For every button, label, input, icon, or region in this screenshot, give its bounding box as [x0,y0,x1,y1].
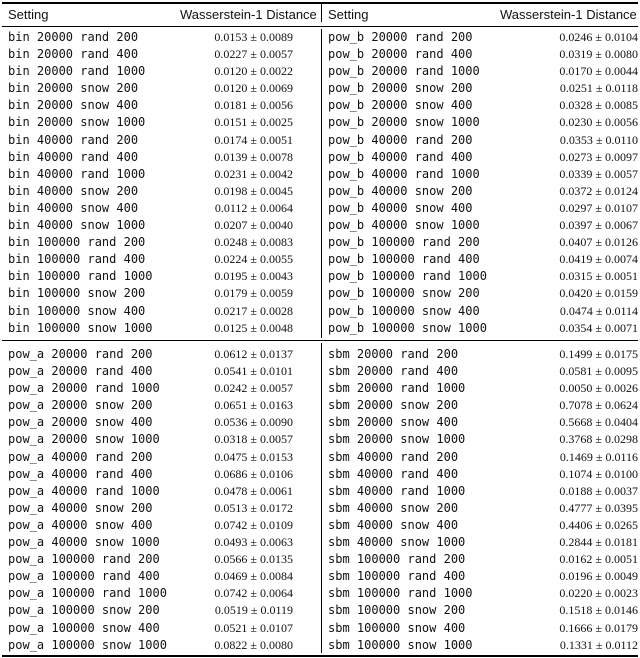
setting-cell: pow_a 40000 snow 200 [8,500,153,515]
table-row [2,183,320,200]
setting-cell: bin 20000 rand 400 [8,47,139,62]
table-row [322,251,640,268]
setting-cell: sbm 40000 rand 200 [328,449,459,464]
table-row [322,637,640,654]
distance-cell: 0.0195 ± 0.0043 [214,269,293,284]
table-row [2,234,320,251]
distance-cell: 0.0541 ± 0.0101 [214,364,293,379]
setting-cell: sbm 20000 rand 1000 [328,381,466,396]
table-row [322,183,640,200]
table-row [322,449,640,466]
distance-cell: 0.0220 ± 0.0023 [559,586,638,601]
setting-cell: pow_b 100000 rand 1000 [328,269,487,284]
setting-cell: pow_b 20000 snow 400 [328,98,473,113]
table-row [2,620,320,637]
table-row [2,114,320,131]
distance-cell: 0.0179 ± 0.0059 [214,286,293,301]
distance-cell: 0.0420 ± 0.0159 [559,286,638,301]
table-row [2,29,320,46]
distance-cell: 0.0050 ± 0.0026 [559,381,638,396]
distance-cell: 0.0242 ± 0.0057 [214,381,293,396]
setting-cell: pow_b 100000 snow 400 [328,303,480,318]
setting-cell: pow_a 100000 snow 400 [8,620,160,635]
table-row [2,200,320,217]
table-row [322,132,640,149]
setting-cell: pow_a 40000 snow 400 [8,517,153,532]
distance-cell: 0.0120 ± 0.0069 [214,81,293,96]
table-row [2,602,320,619]
setting-cell: sbm 40000 rand 1000 [328,483,466,498]
distance-cell: 0.1666 ± 0.0179 [559,620,638,635]
distance-cell: 0.0227 ± 0.0057 [214,47,293,62]
table-row [2,217,320,234]
setting-cell: sbm 100000 snow 1000 [328,637,473,652]
block-separator-rule [2,340,638,341]
block-a-column-divider [321,29,322,338]
distance-cell: 0.0318 ± 0.0057 [214,432,293,447]
block-b-right-column [322,346,640,654]
block-b-left-column [2,346,320,654]
table-row [2,637,320,654]
distance-cell: 0.0251 ± 0.0118 [559,81,638,96]
setting-cell: bin 40000 rand 200 [8,132,139,147]
setting-cell: pow_a 20000 rand 1000 [8,381,160,396]
setting-cell: sbm 20000 rand 400 [328,364,459,379]
table-row [2,166,320,183]
table-row [2,132,320,149]
setting-cell: sbm 100000 rand 200 [328,552,466,567]
header-setting-left: Setting [8,7,49,22]
setting-cell: sbm 100000 snow 400 [328,620,466,635]
distance-cell: 0.4777 ± 0.0395 [559,500,638,515]
setting-cell: pow_b 20000 snow 200 [328,81,473,96]
distance-cell: 0.1469 ± 0.0116 [559,449,638,464]
header-setting-right: Setting [328,7,369,22]
distance-cell: 0.0651 ± 0.0163 [214,398,293,413]
setting-cell: pow_b 40000 rand 200 [328,132,473,147]
distance-cell: 0.0151 ± 0.0025 [214,115,293,130]
setting-cell: pow_a 20000 snow 200 [8,398,153,413]
table-row [2,517,320,534]
distance-cell: 0.4406 ± 0.0265 [559,517,638,532]
setting-cell: pow_a 100000 snow 200 [8,603,160,618]
table-row [322,431,640,448]
setting-cell: bin 40000 rand 1000 [8,166,146,181]
setting-cell: pow_b 40000 rand 1000 [328,166,480,181]
setting-cell: pow_b 20000 rand 400 [328,47,473,62]
distance-cell: 0.0822 ± 0.0080 [214,637,293,652]
setting-cell: pow_b 40000 snow 200 [328,183,473,198]
table-row [322,517,640,534]
setting-cell: bin 20000 rand 1000 [8,64,146,79]
table-row [322,200,640,217]
header-column-divider [321,4,322,22]
distance-cell: 0.0139 ± 0.0078 [214,149,293,164]
table-row [2,534,320,551]
setting-cell: pow_b 20000 snow 1000 [328,115,480,130]
table-row [322,414,640,431]
distance-cell: 0.0319 ± 0.0080 [559,47,638,62]
table-row [322,97,640,114]
distance-cell: 0.0353 ± 0.0110 [559,132,638,147]
table-bottom-rule [2,655,638,657]
table-row [322,483,640,500]
setting-cell: bin 20000 snow 400 [8,98,139,113]
setting-cell: sbm 20000 snow 1000 [328,432,466,447]
distance-cell: 0.0339 ± 0.0057 [559,166,638,181]
setting-cell: pow_b 100000 snow 200 [328,286,480,301]
table-row [322,534,640,551]
setting-cell: sbm 100000 snow 200 [328,603,466,618]
table-row [2,149,320,166]
header-rule [2,26,638,27]
distance-cell: 0.0397 ± 0.0067 [559,218,638,233]
table-row [322,585,640,602]
table-row [322,80,640,97]
setting-cell: sbm 40000 snow 200 [328,500,459,515]
setting-cell: pow_a 100000 rand 1000 [8,586,167,601]
table-row [322,114,640,131]
header-distance-left: Wasserstein-1 Distance [180,7,317,22]
setting-cell: sbm 100000 rand 1000 [328,586,473,601]
distance-cell: 0.0742 ± 0.0064 [214,586,293,601]
distance-cell: 0.0513 ± 0.0172 [214,500,293,515]
block-b-column-divider [321,343,322,653]
distance-cell: 0.0230 ± 0.0056 [559,115,638,130]
table-row [322,268,640,285]
distance-cell: 0.0315 ± 0.0051 [559,269,638,284]
setting-cell: bin 20000 snow 1000 [8,115,146,130]
distance-cell: 0.0742 ± 0.0109 [214,517,293,532]
distance-cell: 0.0273 ± 0.0097 [559,149,638,164]
table-row [322,363,640,380]
distance-cell: 0.0519 ± 0.0119 [214,603,293,618]
setting-cell: bin 40000 snow 200 [8,183,139,198]
distance-cell: 0.5668 ± 0.0404 [559,415,638,430]
table-row [322,29,640,46]
setting-cell: pow_b 100000 rand 400 [328,252,480,267]
setting-cell: bin 100000 snow 200 [8,286,146,301]
distance-cell: 0.0521 ± 0.0107 [214,620,293,635]
distance-cell: 0.0231 ± 0.0042 [214,166,293,181]
table-row [322,568,640,585]
setting-cell: bin 100000 rand 400 [8,252,146,267]
setting-cell: pow_a 100000 snow 1000 [8,637,167,652]
table-row [322,63,640,80]
setting-cell: bin 40000 snow 1000 [8,218,146,233]
block-a-left-column [2,29,320,337]
distance-cell: 0.0581 ± 0.0095 [559,364,638,379]
distance-cell: 0.0181 ± 0.0056 [214,98,293,113]
setting-cell: bin 40000 snow 400 [8,200,139,215]
setting-cell: pow_b 100000 rand 200 [328,235,480,250]
table-row [2,551,320,568]
setting-cell: sbm 20000 snow 200 [328,398,459,413]
distance-cell: 0.0112 ± 0.0064 [214,200,293,215]
setting-cell: bin 40000 rand 400 [8,149,139,164]
distance-cell: 0.0248 ± 0.0083 [214,235,293,250]
table-row [2,303,320,320]
table-row [322,149,640,166]
distance-cell: 0.1074 ± 0.0100 [559,466,638,481]
distance-cell: 0.0493 ± 0.0063 [214,535,293,550]
table-row [322,346,640,363]
table-row [322,320,640,337]
distance-cell: 0.7078 ± 0.0624 [559,398,638,413]
setting-cell: pow_b 20000 rand 1000 [328,64,480,79]
setting-cell: pow_a 100000 rand 200 [8,552,160,567]
distance-cell: 0.2844 ± 0.0181 [559,535,638,550]
distance-cell: 0.0170 ± 0.0044 [559,64,638,79]
setting-cell: pow_a 20000 rand 200 [8,347,153,361]
distance-cell: 0.0407 ± 0.0126 [559,235,638,250]
distance-cell: 0.0246 ± 0.0104 [559,30,638,44]
distance-cell: 0.0475 ± 0.0153 [214,449,293,464]
distance-cell: 0.3768 ± 0.0298 [559,432,638,447]
setting-cell: pow_b 40000 snow 1000 [328,218,480,233]
table-row [2,483,320,500]
block-a-right-column [322,29,640,337]
table-row [322,500,640,517]
setting-cell: sbm 40000 snow 1000 [328,535,466,550]
distance-cell: 0.0162 ± 0.0051 [559,552,638,567]
distance-cell: 0.0612 ± 0.0137 [214,347,293,361]
setting-cell: bin 100000 snow 400 [8,303,146,318]
distance-cell: 0.0188 ± 0.0037 [559,483,638,498]
setting-cell: pow_a 40000 rand 200 [8,449,153,464]
table-row [2,466,320,483]
table-row [2,80,320,97]
distance-cell: 0.0419 ± 0.0074 [559,252,638,267]
table-row [322,234,640,251]
setting-cell: bin 100000 snow 1000 [8,320,153,335]
table-row [322,602,640,619]
setting-cell: pow_a 40000 rand 400 [8,466,153,481]
setting-cell: pow_b 100000 snow 1000 [328,320,487,335]
distance-cell: 0.0686 ± 0.0106 [214,466,293,481]
table-row [322,551,640,568]
distance-cell: 0.0566 ± 0.0135 [214,552,293,567]
setting-cell: sbm 100000 rand 400 [328,569,466,584]
setting-cell: sbm 40000 rand 400 [328,466,459,481]
distance-cell: 0.0224 ± 0.0055 [214,252,293,267]
header-distance-right: Wasserstein-1 Distance [500,7,637,22]
table-row [2,251,320,268]
table-row [2,63,320,80]
setting-cell: pow_b 20000 rand 200 [328,30,473,44]
setting-cell: pow_a 20000 snow 1000 [8,432,160,447]
setting-cell: sbm 20000 rand 200 [328,347,459,361]
distance-cell: 0.0125 ± 0.0048 [214,320,293,335]
setting-cell: pow_a 20000 rand 400 [8,364,153,379]
setting-cell: bin 100000 rand 1000 [8,269,153,284]
distance-cell: 0.0196 ± 0.0049 [559,569,638,584]
distance-cell: 0.0120 ± 0.0022 [214,64,293,79]
table-row [322,285,640,302]
table-row [322,620,640,637]
distance-cell: 0.0328 ± 0.0085 [559,98,638,113]
table-row [2,346,320,363]
table-row [2,46,320,63]
distance-cell: 0.0354 ± 0.0071 [559,320,638,335]
setting-cell: sbm 40000 snow 400 [328,517,459,532]
table-row [322,217,640,234]
setting-cell: bin 100000 rand 200 [8,235,146,250]
table-row [322,303,640,320]
table-row [2,285,320,302]
table-row [2,320,320,337]
distance-cell: 0.0198 ± 0.0045 [214,183,293,198]
distance-cell: 0.0469 ± 0.0084 [214,569,293,584]
table-row [2,449,320,466]
setting-cell: pow_a 40000 snow 1000 [8,535,160,550]
setting-cell: pow_b 40000 snow 400 [328,200,473,215]
distance-cell: 0.0536 ± 0.0090 [214,415,293,430]
table-row [322,166,640,183]
distance-cell: 0.0297 ± 0.0107 [559,200,638,215]
table-row [322,46,640,63]
table-row [2,568,320,585]
table-row [2,268,320,285]
table-row [322,466,640,483]
setting-cell: pow_a 20000 snow 400 [8,415,153,430]
results-table [2,0,638,658]
distance-cell: 0.0174 ± 0.0051 [214,132,293,147]
distance-cell: 0.0478 ± 0.0061 [214,483,293,498]
table-row [2,431,320,448]
table-row [2,363,320,380]
distance-cell: 0.1518 ± 0.0146 [559,603,638,618]
table-row [2,380,320,397]
table-row [2,500,320,517]
setting-cell: pow_a 40000 rand 1000 [8,483,160,498]
setting-cell: pow_b 40000 rand 400 [328,149,473,164]
table-row [2,414,320,431]
setting-cell: bin 20000 snow 200 [8,81,139,96]
setting-cell: pow_a 100000 rand 400 [8,569,160,584]
table-row [2,397,320,414]
table-header [2,4,638,26]
setting-cell: sbm 20000 snow 400 [328,415,459,430]
distance-cell: 0.0207 ± 0.0040 [214,218,293,233]
distance-cell: 0.1499 ± 0.0175 [559,347,638,361]
distance-cell: 0.0474 ± 0.0114 [559,303,638,318]
table-row [2,585,320,602]
table-row [322,380,640,397]
table-row [2,97,320,114]
distance-cell: 0.0372 ± 0.0124 [559,183,638,198]
distance-cell: 0.1331 ± 0.0112 [559,637,638,652]
setting-cell: bin 20000 rand 200 [8,30,139,44]
distance-cell: 0.0153 ± 0.0089 [214,30,293,44]
table-row [322,397,640,414]
distance-cell: 0.0217 ± 0.0028 [214,303,293,318]
